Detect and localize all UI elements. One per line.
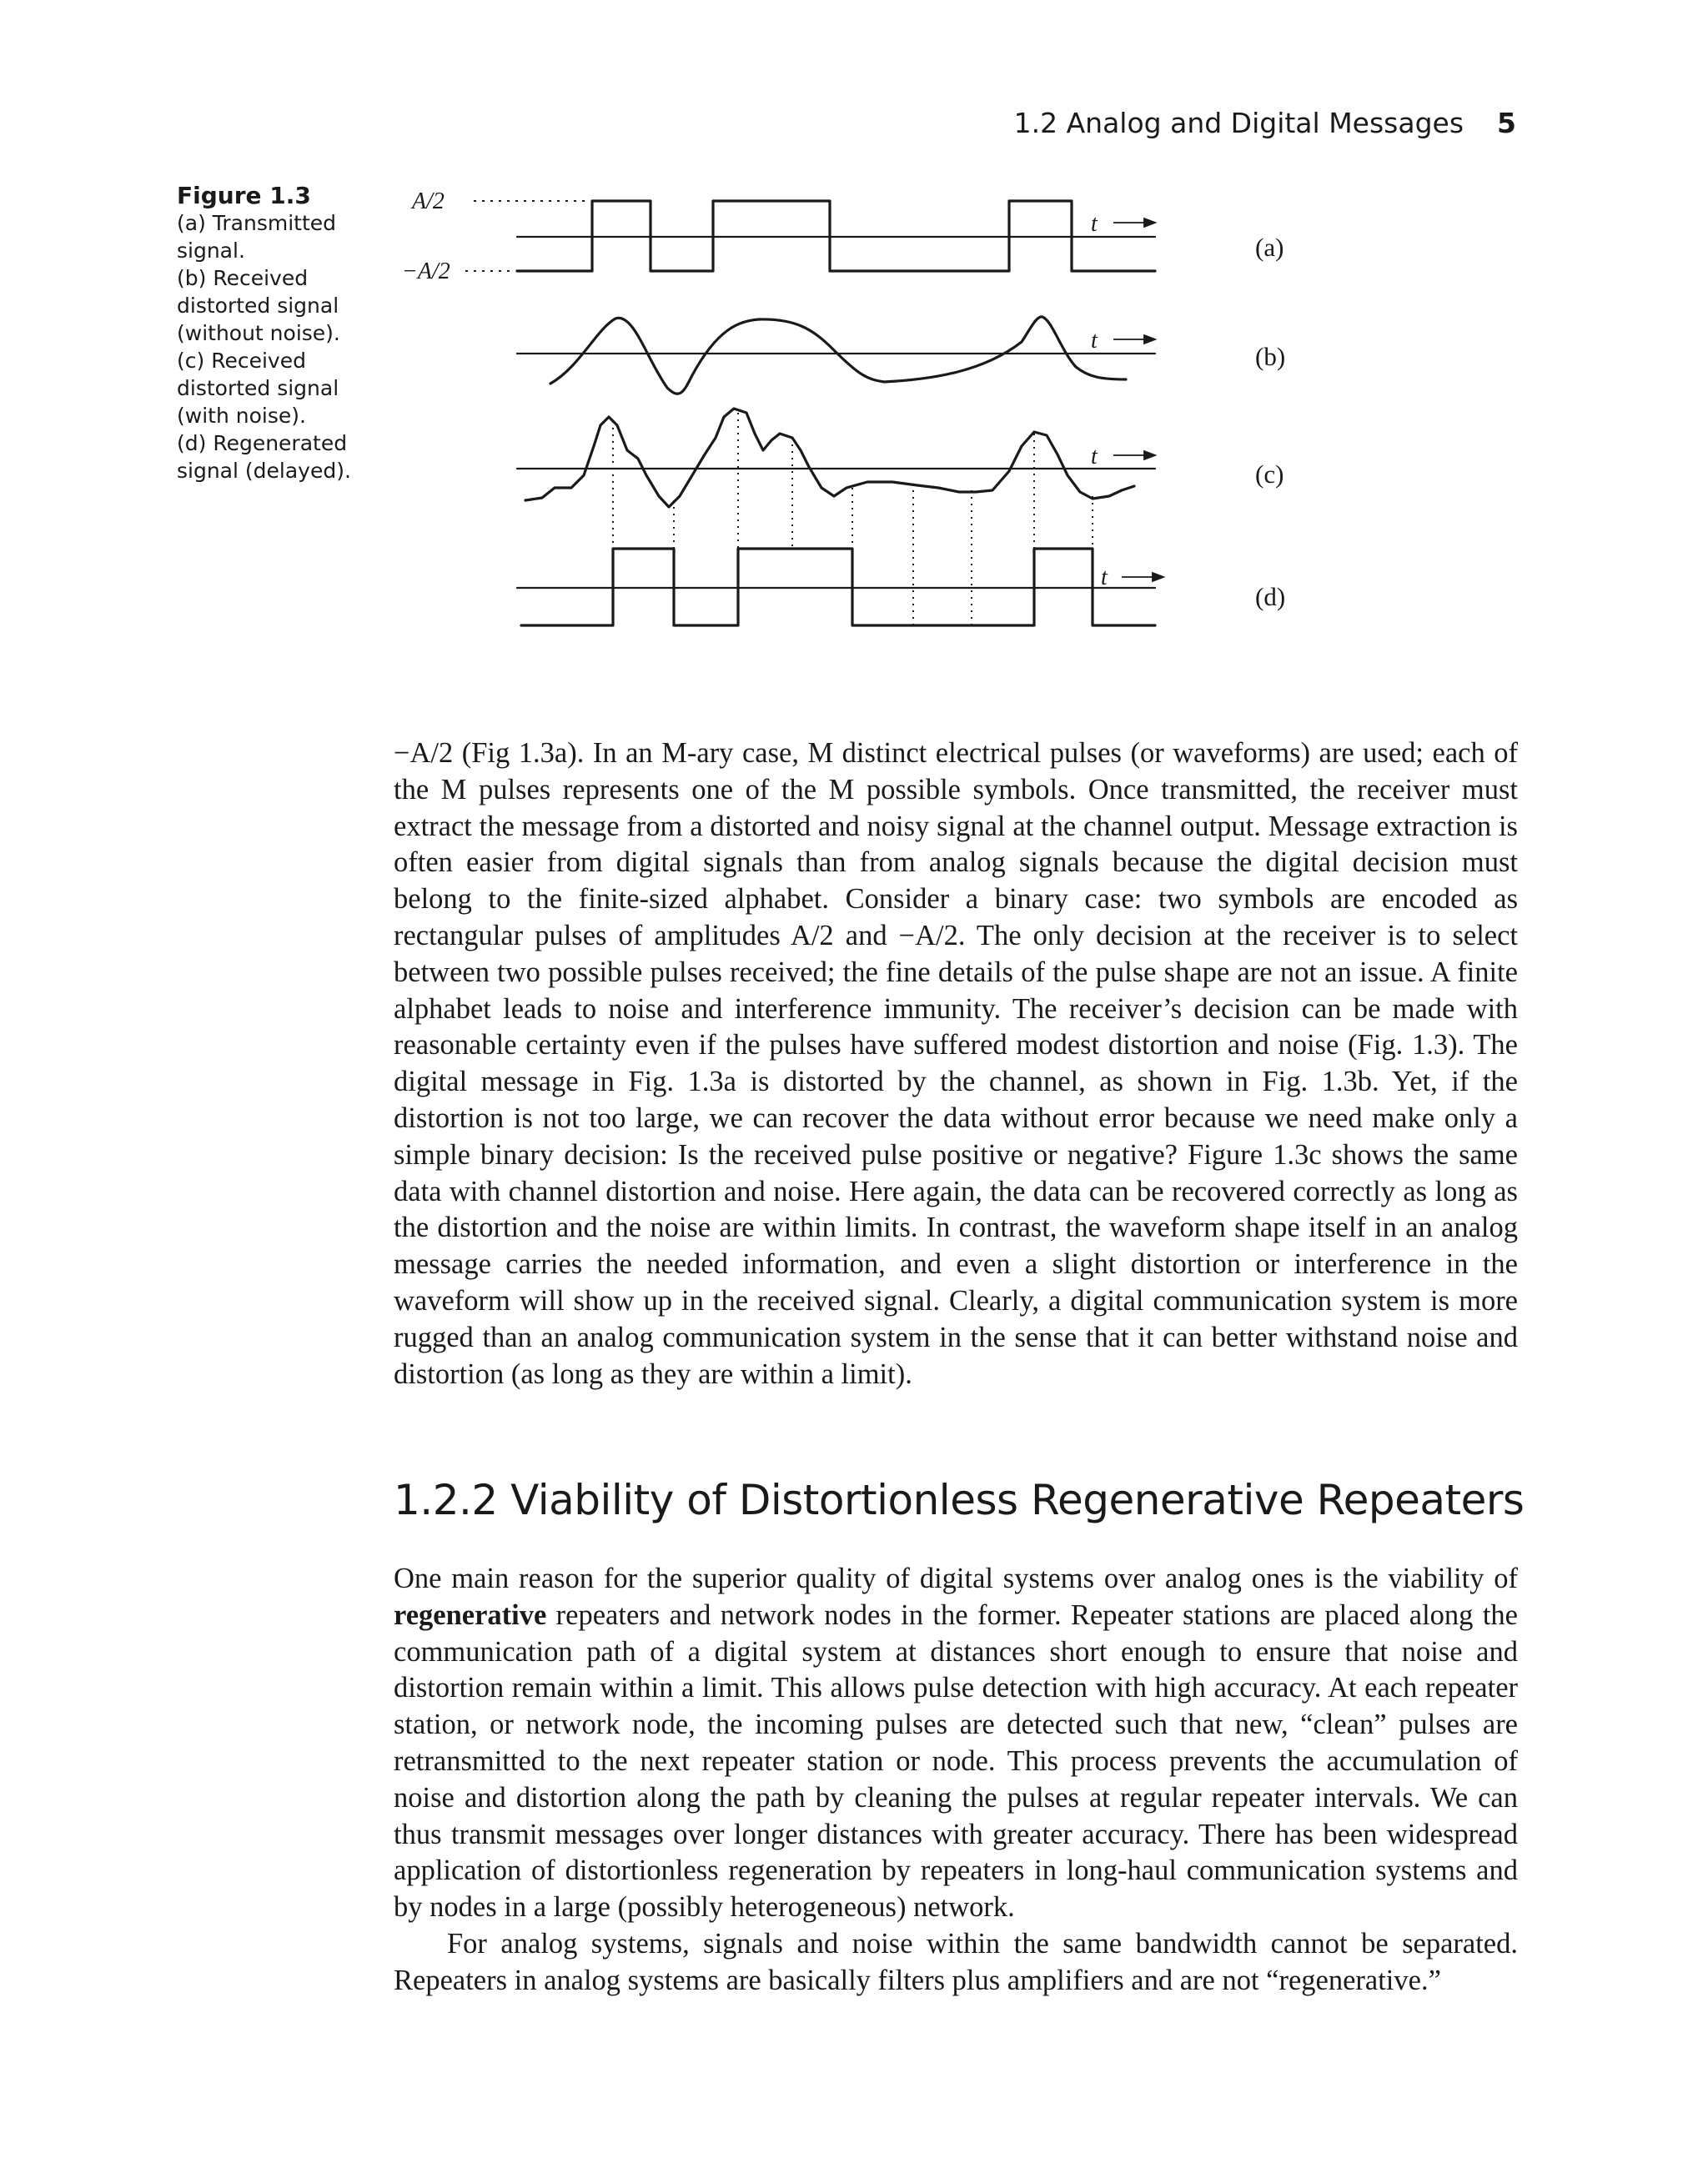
caption-line: (c) Received <box>177 349 306 373</box>
level-high-label: A/2 <box>412 188 445 214</box>
body-paragraph-1 <box>394 735 1518 1393</box>
paragraph-text-start: One main reason for the superior quality of digital systems over analog ones is the viability of <box>394 1563 1518 1594</box>
caption-line: (a) Transmitted <box>177 211 336 235</box>
signal-figure <box>0 0 1708 717</box>
time-label-c: t <box>1091 444 1098 469</box>
time-arrows <box>1113 218 1163 581</box>
panel-label-b: (b) <box>1255 342 1286 371</box>
caption-line: distorted signal <box>177 376 339 400</box>
header-title: 1.2 Analog and Digital Messages <box>1013 107 1464 139</box>
waveform-b <box>550 317 1126 394</box>
panel-label-a: (a) <box>1255 233 1284 262</box>
body-paragraph-2 <box>394 1561 1518 2000</box>
time-label-a: t <box>1091 211 1098 237</box>
waveform-c <box>525 409 1134 507</box>
caption-line: (without noise). <box>177 321 340 345</box>
caption-line: signal (delayed). <box>177 459 351 483</box>
time-label-d: t <box>1101 565 1108 590</box>
figure-label: Figure 1.3 <box>177 182 311 209</box>
panel-label-c: (c) <box>1255 459 1284 489</box>
caption-line: (b) Received <box>177 266 309 290</box>
bold-term: regenerative <box>394 1598 547 1631</box>
paragraph-text <box>394 1561 1518 1926</box>
time-label-b: t <box>1091 328 1098 354</box>
caption-line: (with noise). <box>177 404 306 428</box>
panel-label-d: (d) <box>1255 582 1286 611</box>
caption-line: (d) Regenerated <box>177 431 348 455</box>
paragraph-text-end: repeaters and network nodes in the former. Repeater stations are placed along the communication path of a digital system at distances short enough to ensure that noise and distortion remain within a limit. This allows pulse detection with high accuracy. At each repeater station, or network node, the incoming pulses are detected such that new, “clean” pulses are retransmitted to the next repeater station or node. This process prevents the accumulation of noise and distortion along the path by cleaning the pulses at regular repeater intervals. We can thus transmit messages over longer distances with greater accuracy. There has been widespread application of distortionless regeneration by repeaters in long-haul communication systems and by nodes in a large (possibly heterogeneous) network. <box>394 1598 1518 1924</box>
caption-line: signal. <box>177 238 245 263</box>
level-low-label: −A/2 <box>402 258 450 284</box>
body-paragraph-3: For analog systems, signals and noise within the same bandwidth cannot be separated. Repeaters in analog systems are basically filters plus amplifiers and are not “regenerative.” <box>394 1927 1518 1996</box>
section-heading: 1.2.2 Viability of Distortionless Regenerative Repeaters <box>394 1476 1525 1524</box>
page-number: 5 <box>1497 107 1516 139</box>
caption-line: distorted signal <box>177 294 339 318</box>
paragraph-text: −A/2 (Fig 1.3a). In an M-ary case, M distinct electrical pulses (or waveforms) are used; each of the M pulses represents one of the M possible symbols. Once transmitted, the receiver must extract the message from a distorted and noisy signal at the channel output. Message extraction is often easier from digital signals than from analog signals because the digital decision must belong to the finite-sized alphabet. Consider a binary case: two symbols are encoded as rectangular pulses of amplitudes A/2 and −A/2. The only decision at the receiver is to select between two possible pulses received; the fine details of the pulse shape are not an issue. A finite alphabet leads to noise and interference immunity. The receiver’s decision can be made with reasonable certainty even if the pulses have suffered modest distortion and noise (Fig. 1.3). The digital message in Fig. 1.3a is distorted by the channel, as shown in Fig. 1.3b. Yet, if the distortion is not too large, we can recover the data without error because we need make only a simple binary decision: Is the received pulse positive or negative? Figure 1.3c shows the same data with channel distortion and noise. Here again, the data can be recovered correctly as long as the distortion and the noise are within limits. In contrast, the waveform shape itself in an analog message carries the needed information, and even a slight distortion or interference in the waveform will show up in the received signal. Clearly, a digital communication system is more rugged than an analog communication system in the sense that it can better withstand noise and distortion (as long as they are within a limit). <box>394 737 1518 1390</box>
